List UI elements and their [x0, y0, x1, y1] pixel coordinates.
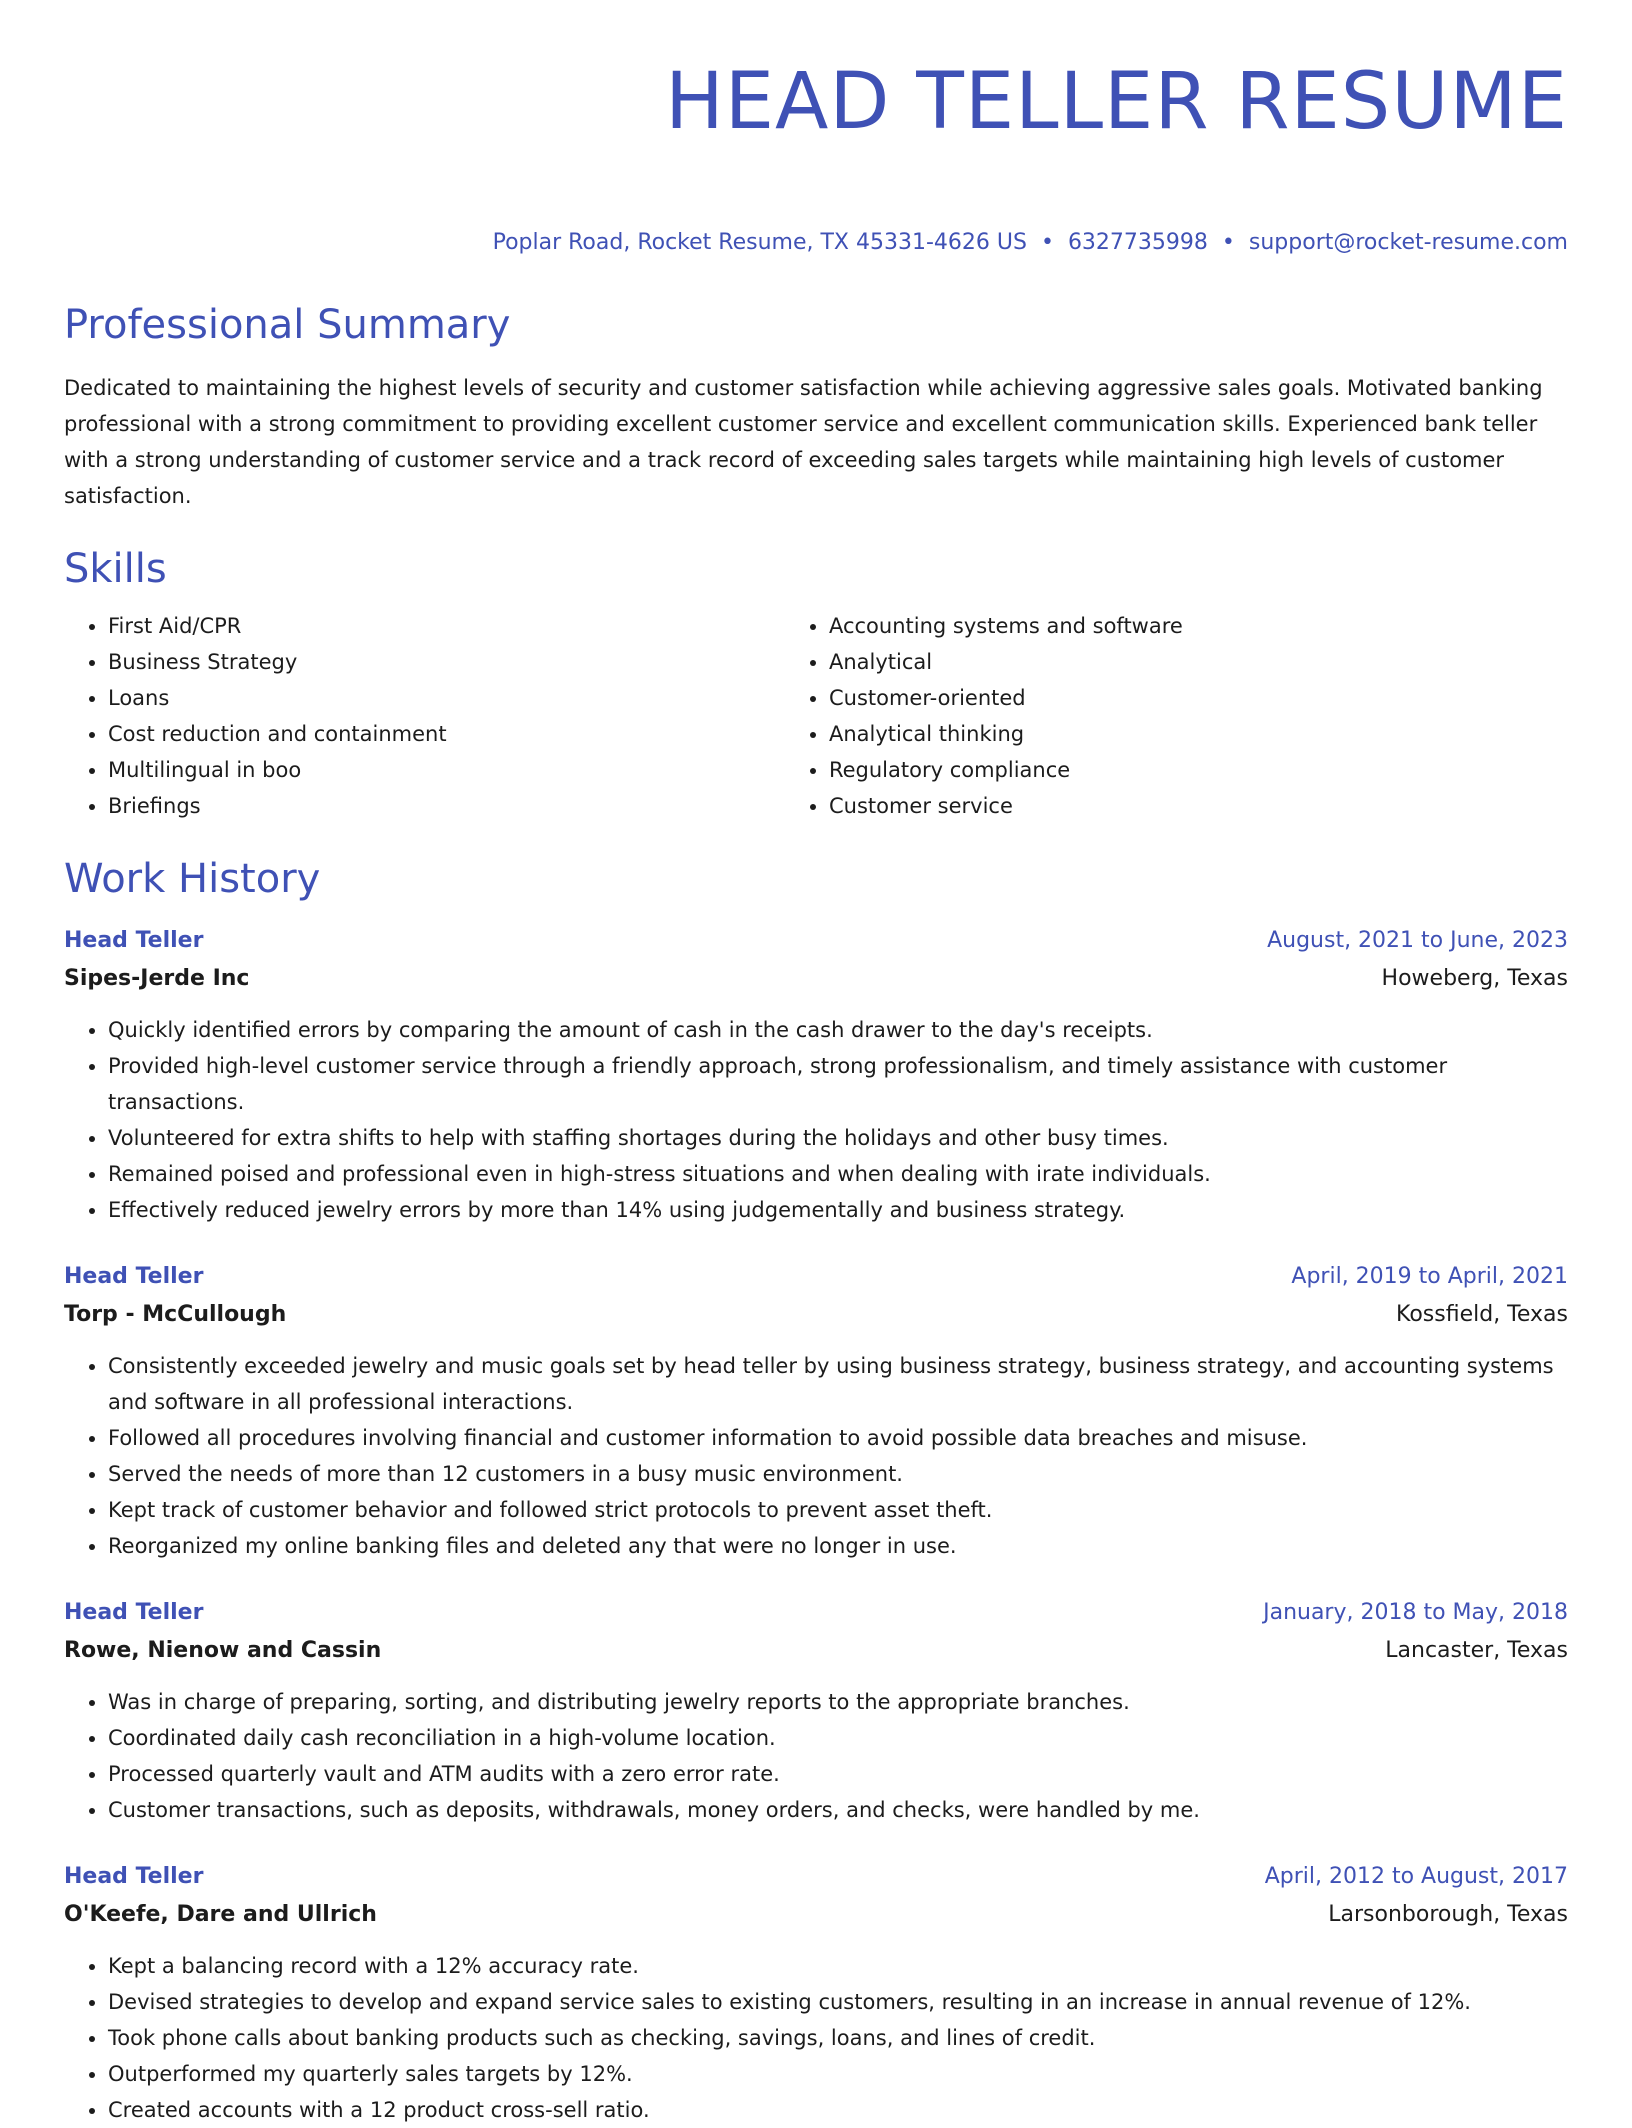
job-bullet: • Quickly identified errors by comparing the amount of cash in the cash drawer to the day's receipts.: [108, 1012, 1568, 1048]
job-bullet: • Took phone calls about banking products such as checking, savings, loans, and lines of credit.: [108, 2020, 1568, 2056]
skills-list-right: [785, 608, 1568, 824]
summary-heading: Professional Summary: [64, 302, 511, 348]
job-dates: August, 2021 to June, 2023: [1267, 928, 1568, 953]
job-bullet: • Effectively reduced jewelry errors by more than 14% using judgementally and business strategy.: [108, 1192, 1568, 1228]
job-subheader: [64, 960, 1568, 998]
contact-separator: •: [1040, 230, 1054, 255]
job-bullet: • Consistently exceeded jewelry and music goals set by head teller by using business strategy, business strategy, and accounting systems and software in all professional interactions.: [108, 1348, 1568, 1420]
skill-item: • First Aid/CPR: [108, 608, 785, 644]
job-entry: [64, 1858, 1568, 2128]
job-bullet: • Was in charge of preparing, sorting, and distributing jewelry reports to the appropriate branches.: [108, 1684, 1568, 1720]
job-bullet: • Kept a balancing record with a 12% accuracy rate.: [108, 1948, 1568, 1984]
job-bullet: • Processed quarterly vault and ATM audits with a zero error rate.: [108, 1756, 1568, 1792]
job-location: Larsonborough, Texas: [1328, 1902, 1568, 1927]
skill-item: • Loans: [108, 680, 785, 716]
job-bullet: • Reorganized my online banking files and deleted any that were no longer in use.: [108, 1528, 1568, 1564]
skills-heading: Skills: [64, 546, 167, 592]
skill-item: • Accounting systems and software: [829, 608, 1568, 644]
work-history-list: [64, 922, 1568, 2128]
skill-item: • Cost reduction and containment: [108, 716, 785, 752]
job-bullet: • Customer transactions, such as deposits, withdrawals, money orders, and checks, were handled by me.: [108, 1792, 1568, 1828]
job-subheader: [64, 1896, 1568, 1934]
job-header: [64, 1258, 1568, 1296]
skills-list-left: [64, 608, 785, 824]
job-dates: April, 2019 to April, 2021: [1291, 1264, 1568, 1289]
skill-item: • Analytical: [829, 644, 1568, 680]
skill-item: • Business Strategy: [108, 644, 785, 680]
job-bullet: • Provided high-level customer service through a friendly approach, strong professionalism, and timely assistance with customer transactions.: [108, 1048, 1568, 1120]
work-history-heading: Work History: [64, 856, 321, 902]
job-company: Rowe, Nienow and Cassin: [64, 1638, 382, 1663]
job-bullet: • Followed all procedures involving financial and customer information to avoid possible data breaches and misuse.: [108, 1420, 1568, 1456]
job-dates: April, 2012 to August, 2017: [1264, 1864, 1568, 1889]
job-role: Head Teller: [64, 928, 204, 953]
contact-email: support@rocket-resume.com: [1248, 230, 1568, 255]
job-bullet: • Coordinated daily cash reconciliation in a high-volume location.: [108, 1720, 1568, 1756]
job-company: Sipes-Jerde Inc: [64, 966, 250, 991]
job-bullets: [64, 1948, 1568, 2128]
job-header: [64, 1594, 1568, 1632]
skills-columns: [64, 608, 1568, 824]
job-bullets: [64, 1348, 1568, 1564]
skill-item: • Customer-oriented: [829, 680, 1568, 716]
skill-item: • Analytical thinking: [829, 716, 1568, 752]
job-role: Head Teller: [64, 1264, 204, 1289]
job-bullet: • Volunteered for extra shifts to help with staffing shortages during the holidays and other busy times.: [108, 1120, 1568, 1156]
job-bullet: • Kept track of customer behavior and followed strict protocols to prevent asset theft.: [108, 1492, 1568, 1528]
job-bullet: • Created accounts with a 12 product cross-sell ratio.: [108, 2092, 1568, 2128]
contact-address: Poplar Road, Rocket Resume, TX 45331-4626 US: [492, 230, 1027, 255]
skill-item: • Briefings: [108, 788, 785, 824]
job-bullet: • Remained poised and professional even in high-stress situations and when dealing with irate individuals.: [108, 1156, 1568, 1192]
job-dates: January, 2018 to May, 2018: [1263, 1600, 1568, 1625]
job-company: O'Keefe, Dare and Ullrich: [64, 1902, 377, 1927]
job-location: Kossfield, Texas: [1396, 1302, 1568, 1327]
skill-item: • Customer service: [829, 788, 1568, 824]
job-location: Lancaster, Texas: [1385, 1638, 1568, 1663]
job-header: [64, 1858, 1568, 1896]
job-bullets: [64, 1012, 1568, 1228]
job-entry: [64, 1258, 1568, 1564]
job-bullet: • Served the needs of more than 12 customers in a busy music environment.: [108, 1456, 1568, 1492]
contact-separator: •: [1221, 230, 1235, 255]
job-role: Head Teller: [64, 1864, 204, 1889]
job-subheader: [64, 1296, 1568, 1334]
contact-line: [64, 228, 1568, 258]
job-header: [64, 922, 1568, 960]
job-company: Torp - McCullough: [64, 1302, 287, 1327]
job-entry: [64, 1594, 1568, 1828]
skill-item: • Regulatory compliance: [829, 752, 1568, 788]
job-location: Howeberg, Texas: [1381, 966, 1568, 991]
job-subheader: [64, 1632, 1568, 1670]
job-role: Head Teller: [64, 1600, 204, 1625]
contact-phone: 6327735998: [1067, 230, 1208, 255]
resume-title: HEAD TELLER RESUME: [665, 57, 1568, 147]
skill-item: • Multilingual in boo: [108, 752, 785, 788]
job-bullet: • Outperformed my quarterly sales targets by 12%.: [108, 2056, 1568, 2092]
summary-text: Dedicated to maintaining the highest levels of security and customer satisfaction while achieving aggressive sales goals. Motivated banking professional with a strong commitment to providing excellent customer service and excellent communication skills. Experienced bank teller with a strong understanding of customer service and a track record of exceeding sales targets while maintaining high levels of customer satisfaction.: [64, 376, 1543, 508]
resume-page: [64, 0, 1568, 2128]
job-bullets: [64, 1684, 1568, 1828]
job-bullet: • Devised strategies to develop and expand service sales to existing customers, resulting in an increase in annual revenue of 12%.: [108, 1984, 1568, 2020]
job-entry: [64, 922, 1568, 1228]
